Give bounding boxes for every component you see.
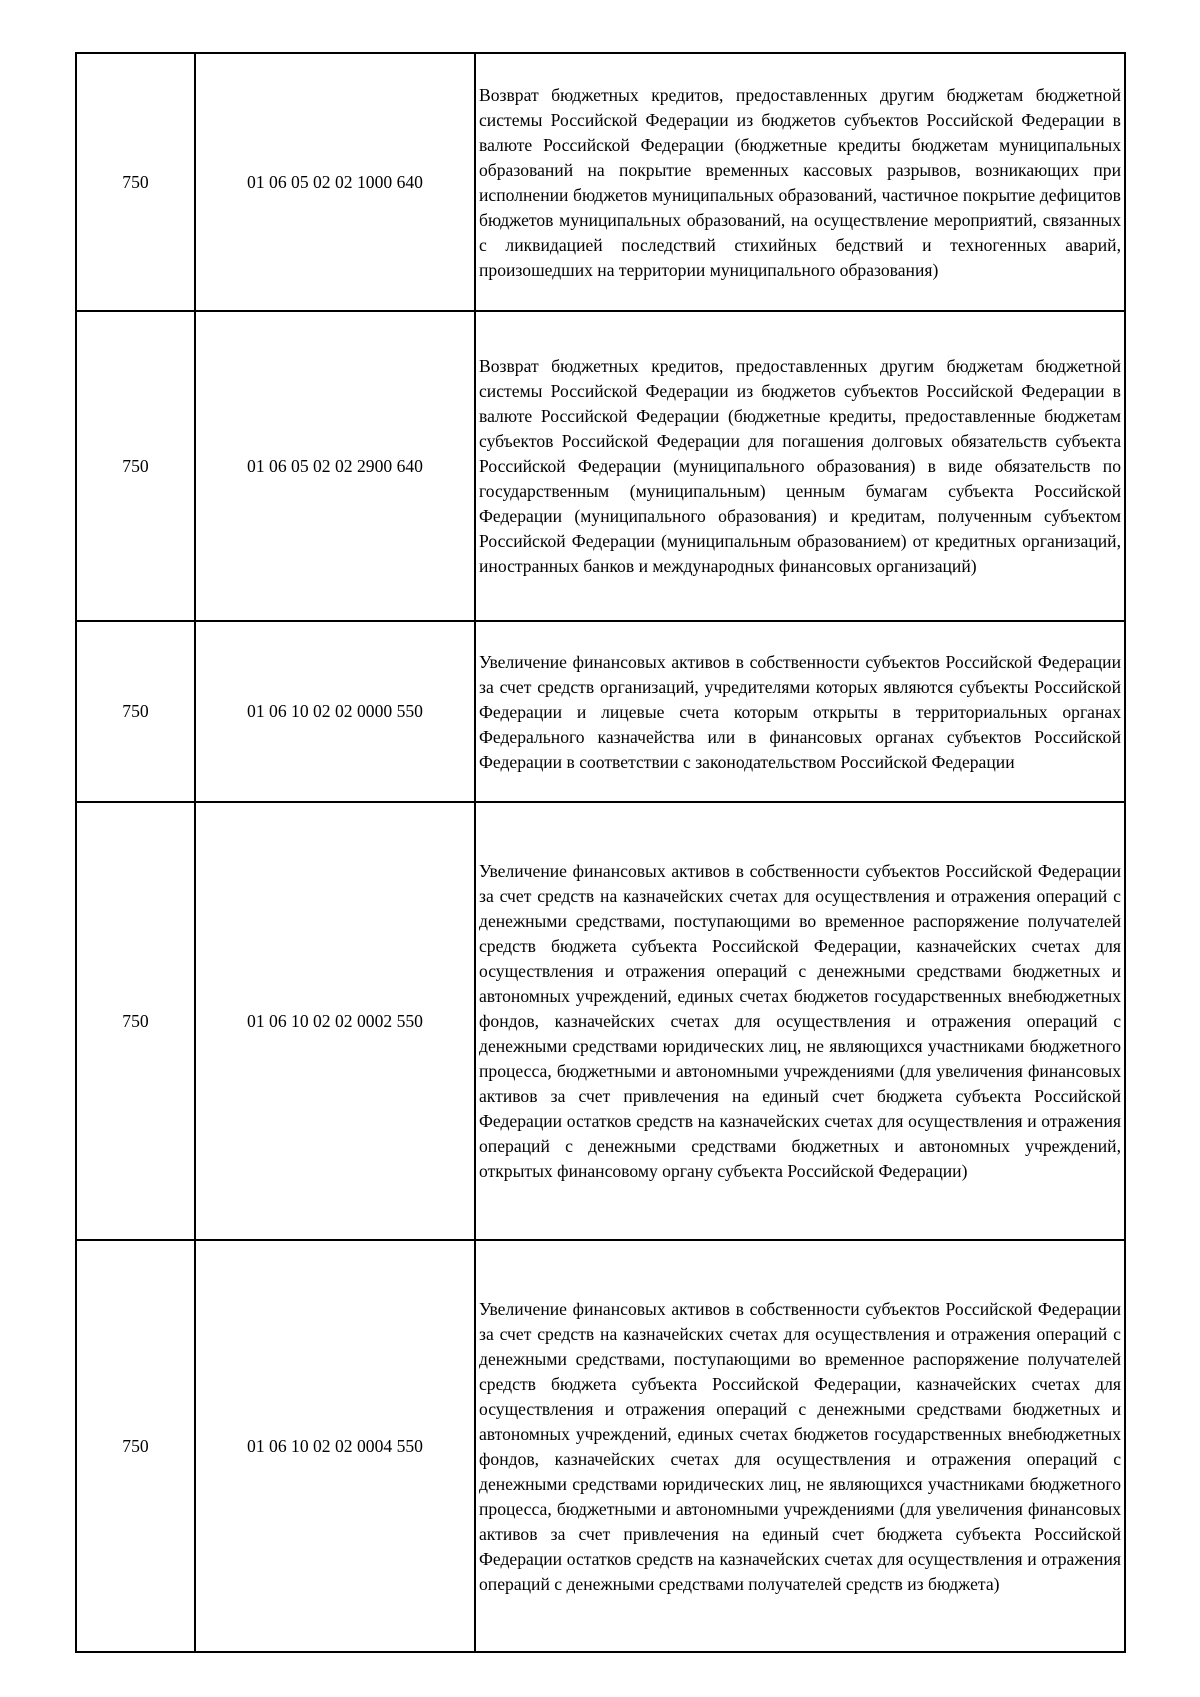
budget-classification-code-cell: 01 06 10 02 02 0000 550 xyxy=(195,621,475,802)
budget-sources-table xyxy=(75,52,1126,1653)
admin-code-cell: 750 xyxy=(76,621,195,802)
budget-classification-code-cell: 01 06 10 02 02 0002 550 xyxy=(195,802,475,1240)
budget-classification-code-cell: 01 06 05 02 02 2900 640 xyxy=(195,311,475,621)
table-row xyxy=(76,802,1125,1240)
description-cell: Увеличение финансовых активов в собственности субъектов Российской Федерации за счет средств на казначейских счетах для осуществления и отражения операций с денежными средствами, поступающими во временное распоряжение получателей средств бюджета субъекта Российской Федерации, казначейских счетах для осуществления и отражения операций с денежными средствами бюджетных и автономных учреждений, единых счетах бюджетов государственных внебюджетных фондов, казначейских счетах для осуществления и отражения операций с денежными средствами юридических лиц, не являющихся участниками бюджетного процесса, бюджетными и автономными учреждениями (для увеличения финансовых активов за счет привлечения на единый счет бюджета субъекта Российской Федерации остатков средств на казначейских счетах для осуществления и отражения операций с денежными средствами бюджетных и автономных учреждений, открытых финансовому органу субъекта Российской Федерации) xyxy=(475,802,1125,1240)
table-row xyxy=(76,311,1125,621)
admin-code-cell: 750 xyxy=(76,1240,195,1652)
table-row xyxy=(76,1240,1125,1652)
admin-code-cell: 750 xyxy=(76,802,195,1240)
admin-code-cell: 750 xyxy=(76,53,195,311)
budget-classification-code-cell: 01 06 05 02 02 1000 640 xyxy=(195,53,475,311)
budget-classification-code-cell: 01 06 10 02 02 0004 550 xyxy=(195,1240,475,1652)
description-cell: Увеличение финансовых активов в собственности субъектов Российской Федерации за счет средств на казначейских счетах для осуществления и отражения операций с денежными средствами, поступающими во временное распоряжение получателей средств бюджета субъекта Российской Федерации, казначейских счетах для осуществления и отражения операций с денежными средствами бюджетных и автономных учреждений, единых счетах бюджетов государственных внебюджетных фондов, казначейских счетах для осуществления и отражения операций с денежными средствами юридических лиц, не являющихся участниками бюджетного процесса, бюджетными и автономными учреждениями (для увеличения финансовых активов за счет привлечения на единый счет бюджета субъекта Российской Федерации остатков средств на казначейских счетах для осуществления и отражения операций с денежными средствами получателей средств из бюджета) xyxy=(475,1240,1125,1652)
description-cell: Возврат бюджетных кредитов, предоставленных другим бюджетам бюджетной системы Российской Федерации из бюджетов субъектов Российской Федерации в валюте Российской Федерации (бюджетные кредиты, предоставленные бюджетам субъектов Российской Федерации для погашения долговых обязательств субъекта Российской Федерации (муниципального образования) в виде обязательств по государственным (муниципальным) ценным бумагам субъекта Российской Федерации (муниципального образования) и кредитам, полученным субъектом Российской Федерации (муниципальным образованием) от кредитных организаций, иностранных банков и международных финансовых организаций) xyxy=(475,311,1125,621)
table-row xyxy=(76,53,1125,311)
table-row xyxy=(76,621,1125,802)
description-cell: Увеличение финансовых активов в собственности субъектов Российской Федерации за счет средств организаций, учредителями которых являются субъекты Российской Федерации и лицевые счета которым открыты в территориальных органах Федерального казначейства или в финансовых органах субъектов Российской Федерации в соответствии с законодательством Российской Федерации xyxy=(475,621,1125,802)
description-cell: Возврат бюджетных кредитов, предоставленных другим бюджетам бюджетной системы Российской Федерации из бюджетов субъектов Российской Федерации в валюте Российской Федерации (бюджетные кредиты бюджетам муниципальных образований на покрытие временных кассовых разрывов, возникающих при исполнении бюджетов муниципальных образований, частичное покрытие дефицитов бюджетов муниципальных образований, на осуществление мероприятий, связанных с ликвидацией последствий стихийных бедствий и техногенных аварий, произошедших на территории муниципального образования) xyxy=(475,53,1125,311)
admin-code-cell: 750 xyxy=(76,311,195,621)
